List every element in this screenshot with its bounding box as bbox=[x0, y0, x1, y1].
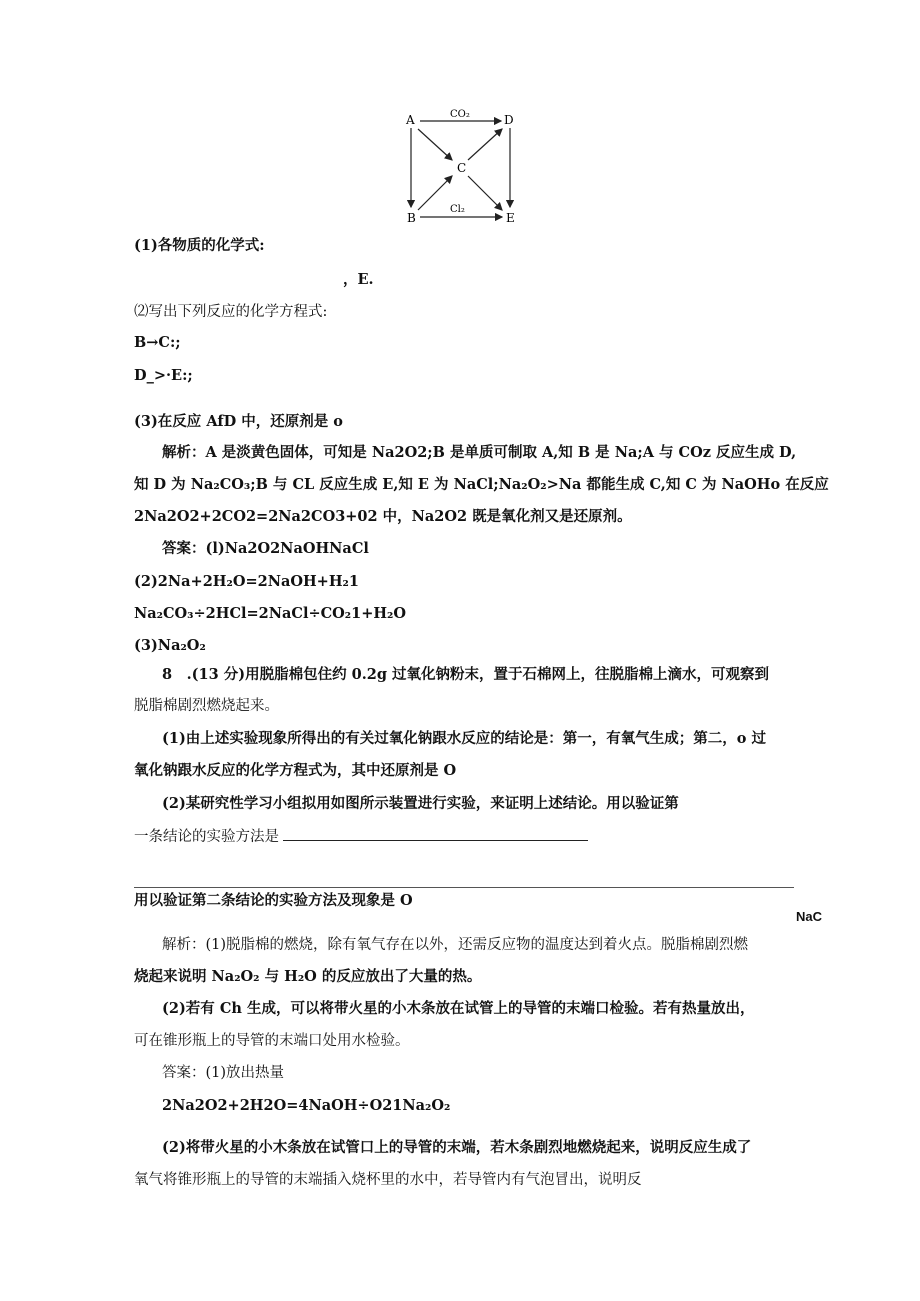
analysis-line-2: 知 D 为 Na₂CO₃;B 与 CL 反应生成 E,知 E 为 NaCl;Na₂O₂>Na 都能生成 C,知 C 为 NaOHo 在反应 bbox=[134, 476, 829, 493]
node-b: B bbox=[407, 211, 416, 225]
answer-4: (3)Na₂O₂ bbox=[134, 637, 206, 654]
key-line-1: 答案：(1)放出热量 bbox=[162, 1065, 285, 1081]
problem-8-line-7: 用以验证第二条结论的实验方法及现象是 O bbox=[134, 892, 413, 909]
key-line-3: (2)将带火星的小木条放在试管口上的导管的末端，若木条剧烈地燃烧起来，说明反应生成了 bbox=[162, 1139, 752, 1156]
analysis-line-1: 解析：A 是淡黄色固体，可知是 Na2O2;B 是单质可制取 A,知 B 是 Na;A 与 COz 反应生成 D, bbox=[162, 444, 797, 461]
reaction-diagram bbox=[398, 104, 526, 226]
question-2-bc: B→C:; bbox=[134, 334, 181, 351]
question-3: (3)在反应 AfD 中，还原剂是 o bbox=[134, 413, 343, 430]
answer-3: Na₂CO₃÷2HCl=2NaCl÷CO₂1+H₂O bbox=[134, 605, 407, 622]
analysis-line-3: 2Na2O2+2CO2=2Na2CO3+02 中，Na2O2 既是氧化剂又是还原剂。 bbox=[134, 508, 632, 525]
arrow-be-label: Cl₂ bbox=[450, 204, 465, 215]
solution-line-1: 解析：(1)脱脂棉的燃烧，除有氧气存在以外，还需反应物的温度达到着火点。脱脂棉剧烈燃 bbox=[162, 937, 749, 953]
question-2-de: D_>·E:; bbox=[134, 367, 193, 384]
answer-blank bbox=[283, 828, 588, 841]
problem-8-line-1: 8 .(13 分)用脱脂棉包住约 0.2g 过氧化钠粉末，置于石棉网上，往脱脂棉上滴水，可观察到 bbox=[162, 666, 770, 683]
question-1-e: ，E. bbox=[343, 271, 374, 288]
answer-2: (2)2Na+2H₂O=2NaOH+H₂1 bbox=[134, 573, 359, 590]
arrow-c-e bbox=[468, 176, 502, 210]
arrow-c-d bbox=[468, 129, 502, 160]
arrow-a-c bbox=[418, 129, 452, 160]
problem-8-line-3: (1)由上述实验现象所得出的有关过氧化钠跟水反应的结论是：第一，有氧气生成；第二，o 过 bbox=[162, 730, 767, 747]
problem-8-line-6-text: 一条结论的实验方法是 bbox=[134, 829, 279, 845]
arrow-b-c bbox=[418, 176, 452, 210]
question-1: (1)各物质的化学式: bbox=[134, 237, 265, 254]
key-line-2: 2Na2O2+2H2O=4NaOH÷O21Na₂O₂ bbox=[162, 1097, 451, 1114]
problem-8-line-2: 脱脂棉剧烈燃烧起来。 bbox=[134, 698, 279, 714]
problem-8-line-4: 氧化钠跟水反应的化学方程式为，其中还原剂是 O bbox=[134, 762, 457, 779]
node-a: A bbox=[406, 113, 415, 127]
problem-8-line-6 bbox=[134, 827, 588, 847]
figure-label-nac: NaC bbox=[795, 909, 822, 924]
question-2: ⑵写出下列反应的化学方程式: bbox=[134, 304, 328, 320]
solution-line-2: 烧起来说明 Na₂O₂ 与 H₂O 的反应放出了大量的热。 bbox=[134, 968, 482, 985]
answer-1: 答案：(l)Na2O2NaOHNaCl bbox=[162, 540, 369, 557]
solution-line-4: 可在锥形瓶上的导管的末端口处用水检验。 bbox=[134, 1033, 410, 1049]
node-d: D bbox=[504, 113, 514, 127]
node-e: E bbox=[506, 211, 515, 225]
solution-line-3: (2)若有 Ch 生成，可以将带火星的小木条放在试管上的导管的末端口检验。若有热量放出， bbox=[162, 1000, 755, 1017]
node-c: C bbox=[457, 161, 467, 175]
problem-8-line-5: (2)某研究性学习小组拟用如图所示装置进行实验，来证明上述结论。用以验证第 bbox=[162, 795, 679, 812]
arrow-ad-label: CO₂ bbox=[450, 109, 470, 120]
separator-rule bbox=[134, 887, 794, 888]
key-line-4: 氧气将锥形瓶上的导管的末端插入烧杯里的水中，若导管内有气泡冒出，说明反 bbox=[134, 1172, 642, 1188]
